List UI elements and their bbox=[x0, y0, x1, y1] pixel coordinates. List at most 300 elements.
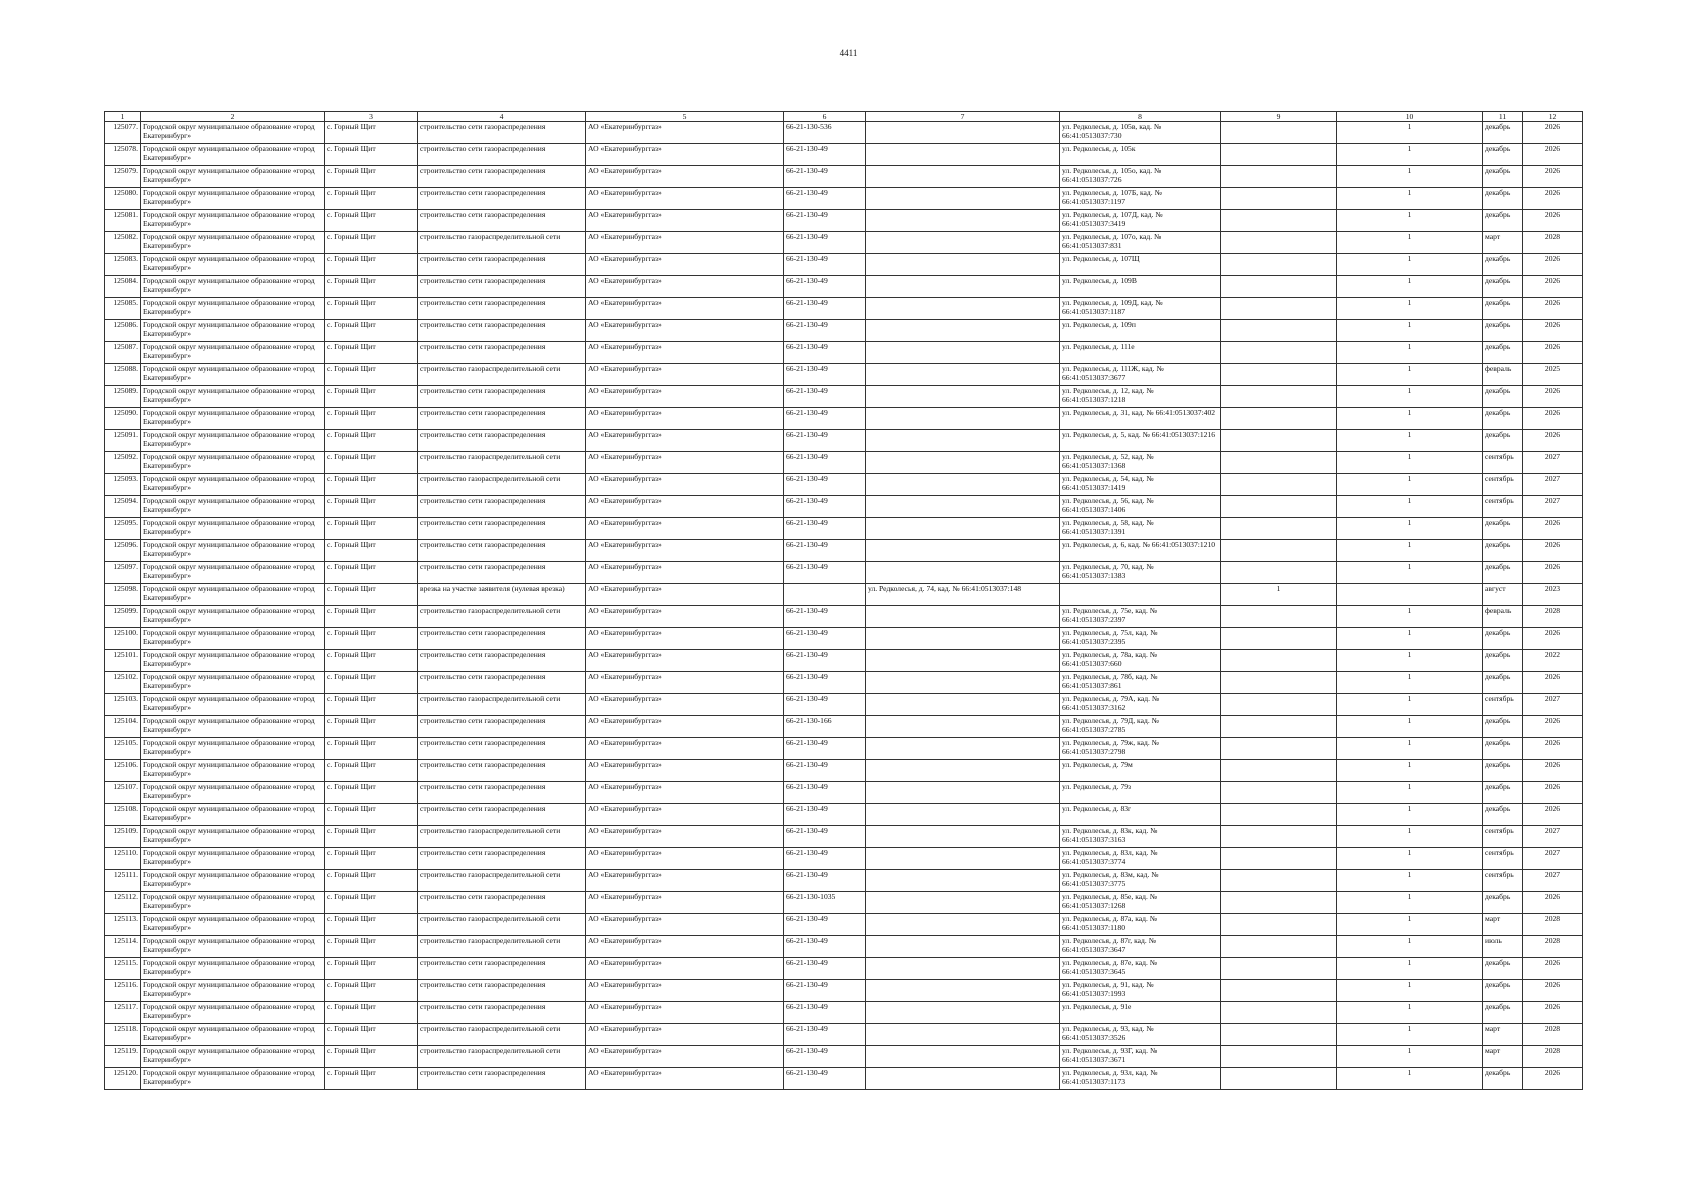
cell-month: декабрь bbox=[1483, 958, 1523, 980]
table-row bbox=[105, 936, 1583, 958]
cell-municipality: Городской округ муниципальное образование «город Екатеринбург» bbox=[141, 254, 325, 276]
cell-settlement: с. Горный Щит bbox=[325, 958, 418, 980]
cell-row-number: 125082. bbox=[105, 232, 141, 254]
table-row bbox=[105, 408, 1583, 430]
cell-network-code: 66-21-130-166 bbox=[784, 716, 866, 738]
cell-settlement: с. Горный Щит bbox=[325, 496, 418, 518]
cell-settlement: с. Горный Щит bbox=[325, 870, 418, 892]
cell-row-number: 125102. bbox=[105, 672, 141, 694]
table-row bbox=[105, 694, 1583, 716]
table-row bbox=[105, 474, 1583, 496]
column-header-10: 10 bbox=[1337, 112, 1483, 122]
cell-address: ул. Редколесья, д. 105к bbox=[1060, 144, 1221, 166]
cell-count-b: 1 bbox=[1337, 320, 1483, 342]
cell-network-code: 66-21-130-49 bbox=[784, 496, 866, 518]
cell-year: 2027 bbox=[1523, 452, 1583, 474]
cell-count-a bbox=[1221, 672, 1337, 694]
cell-organization: АО «Екатеринбурггаз» bbox=[586, 562, 784, 584]
cell-network-code: 66-21-130-49 bbox=[784, 1068, 866, 1090]
cell-address: ул. Редколесья, д. 107Б, кад. № 66:41:0513037:1197 bbox=[1060, 188, 1221, 210]
cell-organization: АО «Екатеринбурггаз» bbox=[586, 188, 784, 210]
cell-network-code: 66-21-130-536 bbox=[784, 122, 866, 144]
cell-object-address bbox=[866, 936, 1060, 958]
cell-work-type: врезка на участке заявителя (нулевая врезка) bbox=[418, 584, 586, 606]
cell-year: 2026 bbox=[1523, 166, 1583, 188]
cell-organization: АО «Екатеринбурггаз» bbox=[586, 232, 784, 254]
cell-address: ул. Редколесья, д. 111Ж, кад. № 66:41:0513037:3677 bbox=[1060, 364, 1221, 386]
cell-network-code: 66-21-130-49 bbox=[784, 364, 866, 386]
cell-settlement: с. Горный Щит bbox=[325, 672, 418, 694]
cell-count-a bbox=[1221, 408, 1337, 430]
cell-month: декабрь bbox=[1483, 188, 1523, 210]
cell-object-address bbox=[866, 474, 1060, 496]
cell-row-number: 125096. bbox=[105, 540, 141, 562]
cell-month: сентябрь bbox=[1483, 694, 1523, 716]
cell-network-code: 66-21-130-49 bbox=[784, 210, 866, 232]
cell-municipality: Городской округ муниципальное образование «город Екатеринбург» bbox=[141, 166, 325, 188]
table-row bbox=[105, 496, 1583, 518]
cell-network-code: 66-21-130-49 bbox=[784, 672, 866, 694]
cell-year: 2026 bbox=[1523, 342, 1583, 364]
cell-year: 2026 bbox=[1523, 738, 1583, 760]
cell-address: ул. Редколесья, д. 85е, кад. № 66:41:0513037:1268 bbox=[1060, 892, 1221, 914]
cell-settlement: с. Горный Щит bbox=[325, 254, 418, 276]
cell-count-b: 1 bbox=[1337, 782, 1483, 804]
cell-row-number: 125108. bbox=[105, 804, 141, 826]
table-row bbox=[105, 254, 1583, 276]
cell-settlement: с. Горный Щит bbox=[325, 848, 418, 870]
cell-address: ул. Редколесья, д. 78а, кад. № 66:41:0513037:660 bbox=[1060, 650, 1221, 672]
cell-settlement: с. Горный Щит bbox=[325, 1046, 418, 1068]
cell-work-type: строительство сети газораспределения bbox=[418, 672, 586, 694]
table-row bbox=[105, 452, 1583, 474]
cell-count-a bbox=[1221, 694, 1337, 716]
table-row bbox=[105, 210, 1583, 232]
cell-row-number: 125091. bbox=[105, 430, 141, 452]
cell-object-address bbox=[866, 144, 1060, 166]
cell-count-a bbox=[1221, 188, 1337, 210]
cell-work-type: строительство сети газораспределения bbox=[418, 430, 586, 452]
cell-count-a bbox=[1221, 606, 1337, 628]
cell-row-number: 125104. bbox=[105, 716, 141, 738]
cell-address: ул. Редколесья, д. 109В bbox=[1060, 276, 1221, 298]
cell-work-type: строительство сети газораспределения bbox=[418, 716, 586, 738]
column-header-3: 3 bbox=[325, 112, 418, 122]
cell-count-b: 1 bbox=[1337, 672, 1483, 694]
cell-count-a bbox=[1221, 892, 1337, 914]
cell-year: 2026 bbox=[1523, 386, 1583, 408]
cell-object-address bbox=[866, 188, 1060, 210]
cell-count-a bbox=[1221, 540, 1337, 562]
cell-object-address bbox=[866, 210, 1060, 232]
cell-address: ул. Редколесья, д. 107о, кад. № 66:41:0513037:831 bbox=[1060, 232, 1221, 254]
cell-month: декабрь bbox=[1483, 298, 1523, 320]
cell-network-code: 66-21-130-49 bbox=[784, 936, 866, 958]
cell-municipality: Городской округ муниципальное образование «город Екатеринбург» bbox=[141, 430, 325, 452]
cell-count-b: 1 bbox=[1337, 870, 1483, 892]
table-row bbox=[105, 540, 1583, 562]
cell-object-address bbox=[866, 1002, 1060, 1024]
cell-object-address bbox=[866, 166, 1060, 188]
cell-work-type: строительство сети газораспределения bbox=[418, 166, 586, 188]
cell-municipality: Городской округ муниципальное образование «город Екатеринбург» bbox=[141, 584, 325, 606]
cell-address: ул. Редколесья, д. 91е bbox=[1060, 1002, 1221, 1024]
cell-count-a bbox=[1221, 738, 1337, 760]
cell-month: сентябрь bbox=[1483, 474, 1523, 496]
cell-month: сентябрь bbox=[1483, 848, 1523, 870]
cell-network-code: 66-21-130-49 bbox=[784, 540, 866, 562]
cell-network-code: 66-21-130-49 bbox=[784, 914, 866, 936]
cell-count-a bbox=[1221, 232, 1337, 254]
cell-municipality: Городской округ муниципальное образование «город Екатеринбург» bbox=[141, 694, 325, 716]
cell-network-code: 66-21-130-49 bbox=[784, 694, 866, 716]
table-row bbox=[105, 166, 1583, 188]
cell-municipality: Городской округ муниципальное образование «город Екатеринбург» bbox=[141, 144, 325, 166]
cell-settlement: с. Горный Щит bbox=[325, 716, 418, 738]
cell-work-type: строительство газораспределительной сети bbox=[418, 1046, 586, 1068]
table-header-row bbox=[105, 112, 1583, 122]
cell-count-b: 1 bbox=[1337, 408, 1483, 430]
cell-organization: АО «Екатеринбурггаз» bbox=[586, 694, 784, 716]
cell-row-number: 125114. bbox=[105, 936, 141, 958]
cell-year: 2026 bbox=[1523, 672, 1583, 694]
cell-work-type: строительство газораспределительной сети bbox=[418, 826, 586, 848]
cell-count-b bbox=[1337, 584, 1483, 606]
cell-settlement: с. Горный Щит bbox=[325, 430, 418, 452]
cell-month: декабрь bbox=[1483, 672, 1523, 694]
cell-settlement: с. Горный Щит bbox=[325, 232, 418, 254]
cell-count-b: 1 bbox=[1337, 980, 1483, 1002]
cell-month: декабрь bbox=[1483, 166, 1523, 188]
cell-count-a bbox=[1221, 298, 1337, 320]
cell-object-address bbox=[866, 518, 1060, 540]
cell-count-a bbox=[1221, 1024, 1337, 1046]
column-header-5: 5 bbox=[586, 112, 784, 122]
cell-row-number: 125100. bbox=[105, 628, 141, 650]
cell-month: декабрь bbox=[1483, 122, 1523, 144]
cell-organization: АО «Екатеринбурггаз» bbox=[586, 1068, 784, 1090]
table-row bbox=[105, 782, 1583, 804]
cell-count-a bbox=[1221, 848, 1337, 870]
cell-year: 2027 bbox=[1523, 870, 1583, 892]
cell-row-number: 125118. bbox=[105, 1024, 141, 1046]
cell-municipality: Городской округ муниципальное образование «город Екатеринбург» bbox=[141, 826, 325, 848]
table-row bbox=[105, 430, 1583, 452]
cell-object-address bbox=[866, 540, 1060, 562]
cell-year: 2026 bbox=[1523, 1002, 1583, 1024]
cell-count-b: 1 bbox=[1337, 496, 1483, 518]
cell-year: 2026 bbox=[1523, 716, 1583, 738]
cell-month: сентябрь bbox=[1483, 496, 1523, 518]
cell-network-code: 66-21-130-49 bbox=[784, 804, 866, 826]
cell-settlement: с. Горный Щит bbox=[325, 804, 418, 826]
cell-month: декабрь bbox=[1483, 276, 1523, 298]
cell-month: сентябрь bbox=[1483, 452, 1523, 474]
cell-object-address bbox=[866, 276, 1060, 298]
table-row bbox=[105, 914, 1583, 936]
cell-count-a bbox=[1221, 518, 1337, 540]
cell-object-address bbox=[866, 364, 1060, 386]
table-row bbox=[105, 716, 1583, 738]
cell-object-address bbox=[866, 694, 1060, 716]
cell-object-address bbox=[866, 452, 1060, 474]
cell-count-a bbox=[1221, 276, 1337, 298]
column-header-2: 2 bbox=[141, 112, 325, 122]
cell-year: 2026 bbox=[1523, 1068, 1583, 1090]
cell-organization: АО «Екатеринбурггаз» bbox=[586, 672, 784, 694]
cell-work-type: строительство сети газораспределения bbox=[418, 144, 586, 166]
cell-address: ул. Редколесья, д. 111е bbox=[1060, 342, 1221, 364]
cell-organization: АО «Екатеринбурггаз» bbox=[586, 870, 784, 892]
cell-network-code: 66-21-130-49 bbox=[784, 628, 866, 650]
cell-organization: АО «Екатеринбурггаз» bbox=[586, 210, 784, 232]
table-row bbox=[105, 232, 1583, 254]
cell-address: ул. Редколесья, д. 83л, кад. № 66:41:0513037:3774 bbox=[1060, 848, 1221, 870]
cell-row-number: 125107. bbox=[105, 782, 141, 804]
cell-settlement: с. Горный Щит bbox=[325, 1068, 418, 1090]
cell-organization: АО «Екатеринбурггаз» bbox=[586, 452, 784, 474]
cell-address: ул. Редколесья, д. 93, кад. № 66:41:0513037:3526 bbox=[1060, 1024, 1221, 1046]
cell-row-number: 125106. bbox=[105, 760, 141, 782]
cell-row-number: 125077. bbox=[105, 122, 141, 144]
cell-month: декабрь bbox=[1483, 518, 1523, 540]
cell-municipality: Городской округ муниципальное образование «город Екатеринбург» bbox=[141, 496, 325, 518]
cell-organization: АО «Екатеринбурггаз» bbox=[586, 320, 784, 342]
cell-month: декабрь bbox=[1483, 738, 1523, 760]
cell-object-address bbox=[866, 628, 1060, 650]
cell-organization: АО «Екатеринбурггаз» bbox=[586, 496, 784, 518]
cell-work-type: строительство сети газораспределения bbox=[418, 386, 586, 408]
table-row bbox=[105, 650, 1583, 672]
cell-work-type: строительство сети газораспределения bbox=[418, 188, 586, 210]
cell-count-b: 1 bbox=[1337, 760, 1483, 782]
cell-municipality: Городской округ муниципальное образование «город Екатеринбург» bbox=[141, 650, 325, 672]
cell-month: декабрь bbox=[1483, 386, 1523, 408]
cell-municipality: Городской округ муниципальное образование «город Екатеринбург» bbox=[141, 1068, 325, 1090]
cell-settlement: с. Горный Щит bbox=[325, 166, 418, 188]
cell-year: 2026 bbox=[1523, 760, 1583, 782]
data-table bbox=[104, 111, 1583, 1090]
table-row bbox=[105, 1068, 1583, 1090]
cell-object-address bbox=[866, 232, 1060, 254]
cell-settlement: с. Горный Щит bbox=[325, 518, 418, 540]
cell-count-b: 1 bbox=[1337, 364, 1483, 386]
cell-network-code: 66-21-130-49 bbox=[784, 298, 866, 320]
cell-year: 2028 bbox=[1523, 606, 1583, 628]
cell-count-a bbox=[1221, 958, 1337, 980]
cell-month: декабрь bbox=[1483, 408, 1523, 430]
cell-month: декабрь bbox=[1483, 628, 1523, 650]
cell-count-b: 1 bbox=[1337, 936, 1483, 958]
cell-work-type: строительство газораспределительной сети bbox=[418, 606, 586, 628]
cell-settlement: с. Горный Щит bbox=[325, 342, 418, 364]
cell-organization: АО «Екатеринбурггаз» bbox=[586, 782, 784, 804]
cell-count-b: 1 bbox=[1337, 1046, 1483, 1068]
cell-settlement: с. Горный Щит bbox=[325, 122, 418, 144]
cell-count-b: 1 bbox=[1337, 1002, 1483, 1024]
cell-municipality: Городской округ муниципальное образование «город Екатеринбург» bbox=[141, 870, 325, 892]
cell-count-b: 1 bbox=[1337, 210, 1483, 232]
cell-address: ул. Редколесья, д. 107Щ bbox=[1060, 254, 1221, 276]
cell-year: 2026 bbox=[1523, 892, 1583, 914]
page-number: 4411 bbox=[839, 48, 858, 58]
cell-organization: АО «Екатеринбурггаз» bbox=[586, 1002, 784, 1024]
cell-organization: АО «Екатеринбурггаз» bbox=[586, 166, 784, 188]
cell-month: декабрь bbox=[1483, 540, 1523, 562]
cell-count-a bbox=[1221, 320, 1337, 342]
cell-count-b: 1 bbox=[1337, 562, 1483, 584]
cell-count-b: 1 bbox=[1337, 144, 1483, 166]
cell-address: ул. Редколесья, д. 52, кад. № 66:41:0513037:1368 bbox=[1060, 452, 1221, 474]
cell-count-b: 1 bbox=[1337, 166, 1483, 188]
cell-year: 2026 bbox=[1523, 210, 1583, 232]
cell-organization: АО «Екатеринбурггаз» bbox=[586, 958, 784, 980]
cell-count-a bbox=[1221, 364, 1337, 386]
cell-row-number: 125119. bbox=[105, 1046, 141, 1068]
cell-settlement: с. Горный Щит bbox=[325, 914, 418, 936]
cell-object-address bbox=[866, 826, 1060, 848]
cell-count-a bbox=[1221, 1068, 1337, 1090]
cell-network-code: 66-21-130-1035 bbox=[784, 892, 866, 914]
cell-work-type: строительство сети газораспределения bbox=[418, 562, 586, 584]
cell-row-number: 125109. bbox=[105, 826, 141, 848]
cell-network-code: 66-21-130-49 bbox=[784, 452, 866, 474]
cell-network-code: 66-21-130-49 bbox=[784, 342, 866, 364]
cell-count-a bbox=[1221, 980, 1337, 1002]
cell-object-address bbox=[866, 782, 1060, 804]
cell-count-a bbox=[1221, 628, 1337, 650]
cell-municipality: Городской округ муниципальное образование «город Екатеринбург» bbox=[141, 188, 325, 210]
table-row bbox=[105, 342, 1583, 364]
cell-count-b: 1 bbox=[1337, 738, 1483, 760]
cell-count-a bbox=[1221, 760, 1337, 782]
cell-row-number: 125092. bbox=[105, 452, 141, 474]
cell-row-number: 125113. bbox=[105, 914, 141, 936]
cell-address: ул. Редколесья, д. 91, кад. № 66:41:0513037:1993 bbox=[1060, 980, 1221, 1002]
cell-row-number: 125081. bbox=[105, 210, 141, 232]
cell-object-address bbox=[866, 958, 1060, 980]
cell-count-a bbox=[1221, 826, 1337, 848]
cell-row-number: 125120. bbox=[105, 1068, 141, 1090]
cell-object-address bbox=[866, 672, 1060, 694]
cell-object-address bbox=[866, 892, 1060, 914]
cell-municipality: Городской округ муниципальное образование «город Екатеринбург» bbox=[141, 452, 325, 474]
cell-settlement: с. Горный Щит bbox=[325, 1024, 418, 1046]
cell-municipality: Городской округ муниципальное образование «город Екатеринбург» bbox=[141, 892, 325, 914]
cell-work-type: строительство сети газораспределения bbox=[418, 298, 586, 320]
cell-object-address bbox=[866, 408, 1060, 430]
column-header-12: 12 bbox=[1523, 112, 1583, 122]
cell-year: 2026 bbox=[1523, 540, 1583, 562]
table-row bbox=[105, 760, 1583, 782]
table-row bbox=[105, 804, 1583, 826]
cell-row-number: 125084. bbox=[105, 276, 141, 298]
cell-organization: АО «Екатеринбурггаз» bbox=[586, 650, 784, 672]
cell-object-address: ул. Редколесья, д. 74, кад. № 66:41:0513037:148 bbox=[866, 584, 1060, 606]
cell-work-type: строительство сети газораспределения bbox=[418, 760, 586, 782]
cell-municipality: Городской округ муниципальное образование «город Екатеринбург» bbox=[141, 738, 325, 760]
cell-count-b: 1 bbox=[1337, 342, 1483, 364]
table-row bbox=[105, 188, 1583, 210]
cell-count-b: 1 bbox=[1337, 606, 1483, 628]
column-header-4: 4 bbox=[418, 112, 586, 122]
table-row bbox=[105, 1002, 1583, 1024]
cell-month: декабрь bbox=[1483, 254, 1523, 276]
cell-address: ул. Редколесья, д. 78б, кад. № 66:41:0513037:861 bbox=[1060, 672, 1221, 694]
cell-count-a bbox=[1221, 386, 1337, 408]
cell-month: февраль bbox=[1483, 364, 1523, 386]
cell-settlement: с. Горный Щит bbox=[325, 210, 418, 232]
cell-month: декабрь bbox=[1483, 320, 1523, 342]
table-row bbox=[105, 628, 1583, 650]
cell-address: ул. Редколесья, д. 31, кад. № 66:41:0513037:402 bbox=[1060, 408, 1221, 430]
cell-address: ул. Редколесья, д. 70, кад. № 66:41:0513037:1383 bbox=[1060, 562, 1221, 584]
cell-network-code: 66-21-130-49 bbox=[784, 848, 866, 870]
table-body bbox=[105, 122, 1583, 1090]
cell-work-type: строительство газораспределительной сети bbox=[418, 694, 586, 716]
cell-object-address bbox=[866, 342, 1060, 364]
cell-count-b: 1 bbox=[1337, 628, 1483, 650]
cell-row-number: 125085. bbox=[105, 298, 141, 320]
table-row bbox=[105, 606, 1583, 628]
cell-municipality: Городской округ муниципальное образование «город Екатеринбург» bbox=[141, 408, 325, 430]
cell-settlement: с. Горный Щит bbox=[325, 1002, 418, 1024]
cell-year: 2028 bbox=[1523, 914, 1583, 936]
cell-network-code: 66-21-130-49 bbox=[784, 408, 866, 430]
cell-count-a bbox=[1221, 562, 1337, 584]
column-header-6: 6 bbox=[784, 112, 866, 122]
cell-row-number: 125095. bbox=[105, 518, 141, 540]
cell-month: декабрь bbox=[1483, 1002, 1523, 1024]
cell-count-a bbox=[1221, 496, 1337, 518]
cell-year: 2026 bbox=[1523, 144, 1583, 166]
cell-work-type: строительство сети газораспределения bbox=[418, 518, 586, 540]
cell-network-code: 66-21-130-49 bbox=[784, 980, 866, 1002]
cell-organization: АО «Екатеринбурггаз» bbox=[586, 276, 784, 298]
cell-count-b: 1 bbox=[1337, 232, 1483, 254]
cell-count-b: 1 bbox=[1337, 276, 1483, 298]
cell-settlement: с. Горный Щит bbox=[325, 276, 418, 298]
cell-organization: АО «Екатеринбурггаз» bbox=[586, 298, 784, 320]
cell-municipality: Городской округ муниципальное образование «город Екатеринбург» bbox=[141, 760, 325, 782]
cell-count-a bbox=[1221, 782, 1337, 804]
cell-year: 2025 bbox=[1523, 364, 1583, 386]
cell-work-type: строительство газораспределительной сети bbox=[418, 1024, 586, 1046]
cell-address: ул. Редколесья, д. 93Г, кад. № 66:41:0513037:3671 bbox=[1060, 1046, 1221, 1068]
cell-work-type: строительство сети газораспределения bbox=[418, 804, 586, 826]
cell-organization: АО «Екатеринбурггаз» bbox=[586, 254, 784, 276]
cell-organization: АО «Екатеринбурггаз» bbox=[586, 342, 784, 364]
cell-year: 2026 bbox=[1523, 562, 1583, 584]
cell-year: 2026 bbox=[1523, 254, 1583, 276]
cell-organization: АО «Екатеринбурггаз» bbox=[586, 892, 784, 914]
cell-settlement: с. Горный Щит bbox=[325, 386, 418, 408]
cell-organization: АО «Екатеринбурггаз» bbox=[586, 408, 784, 430]
cell-month: февраль bbox=[1483, 606, 1523, 628]
cell-object-address bbox=[866, 804, 1060, 826]
cell-settlement: с. Горный Щит bbox=[325, 606, 418, 628]
cell-network-code: 66-21-130-49 bbox=[784, 276, 866, 298]
cell-count-a bbox=[1221, 254, 1337, 276]
table-row bbox=[105, 980, 1583, 1002]
cell-year: 2026 bbox=[1523, 628, 1583, 650]
table-row bbox=[105, 562, 1583, 584]
cell-year: 2027 bbox=[1523, 826, 1583, 848]
cell-organization: АО «Екатеринбурггаз» bbox=[586, 144, 784, 166]
cell-object-address bbox=[866, 980, 1060, 1002]
cell-organization: АО «Екатеринбурггаз» bbox=[586, 738, 784, 760]
cell-object-address bbox=[866, 1046, 1060, 1068]
